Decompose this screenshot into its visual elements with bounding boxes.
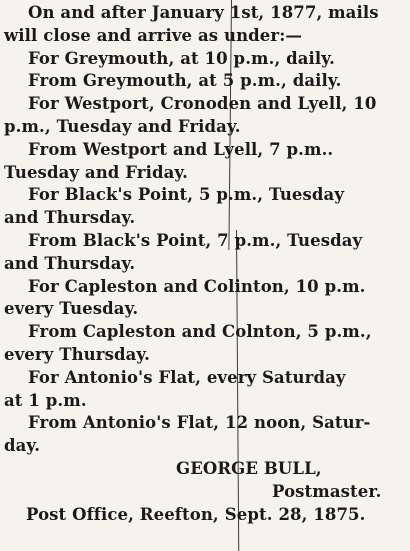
notice-line: at 1 p.m. xyxy=(4,390,87,410)
mail-notice xyxy=(4,2,406,526)
notice-line: For Capleston and Colinton, 10 p.m. xyxy=(28,276,366,296)
notice-line: and Thursday. xyxy=(4,253,136,273)
notice-line: will close and arrive as under:— xyxy=(4,25,302,45)
notice-line: every Thursday. xyxy=(4,344,151,364)
footer-place: Post Office, Reefton, xyxy=(26,504,219,524)
footer-date: Sept. 28, 1875. xyxy=(224,504,366,524)
signature-name: GEORGE BULL, xyxy=(176,458,322,478)
notice-line: For Greymouth, at 10 p.m., daily. xyxy=(28,48,335,68)
notice-line: From Antonio's Flat, 12 noon, Satur- xyxy=(28,413,371,433)
notice-line: From Capleston and Colnton, 5 p.m., xyxy=(28,322,372,342)
notice-line: From Black's Point, 7 p.m., Tuesday xyxy=(28,230,363,250)
signature-title: Postmaster. xyxy=(272,481,382,501)
notice-line: For Black's Point, 5 p.m., Tuesday xyxy=(28,185,345,205)
notice-line: Tuesday and Friday. xyxy=(4,162,189,182)
notice-line: For Westport, Cronoden and Lyell, 10 xyxy=(28,94,377,114)
notice-line: From Westport and Lyell, 7 p.m.. xyxy=(28,139,334,159)
notice-line: p.m., Tuesday and Friday. xyxy=(4,116,241,136)
notice-line: and Thursday. xyxy=(4,208,136,228)
notice-line: On and after January 1st, 1877, mails xyxy=(28,3,379,22)
notice-line: For Antonio's Flat, every Saturday xyxy=(28,367,346,387)
notice-line: day. xyxy=(4,436,41,456)
footer-line xyxy=(4,504,406,527)
notice-line: every Tuesday. xyxy=(4,299,139,319)
notice-line: From Greymouth, at 5 p.m., daily. xyxy=(28,71,342,91)
